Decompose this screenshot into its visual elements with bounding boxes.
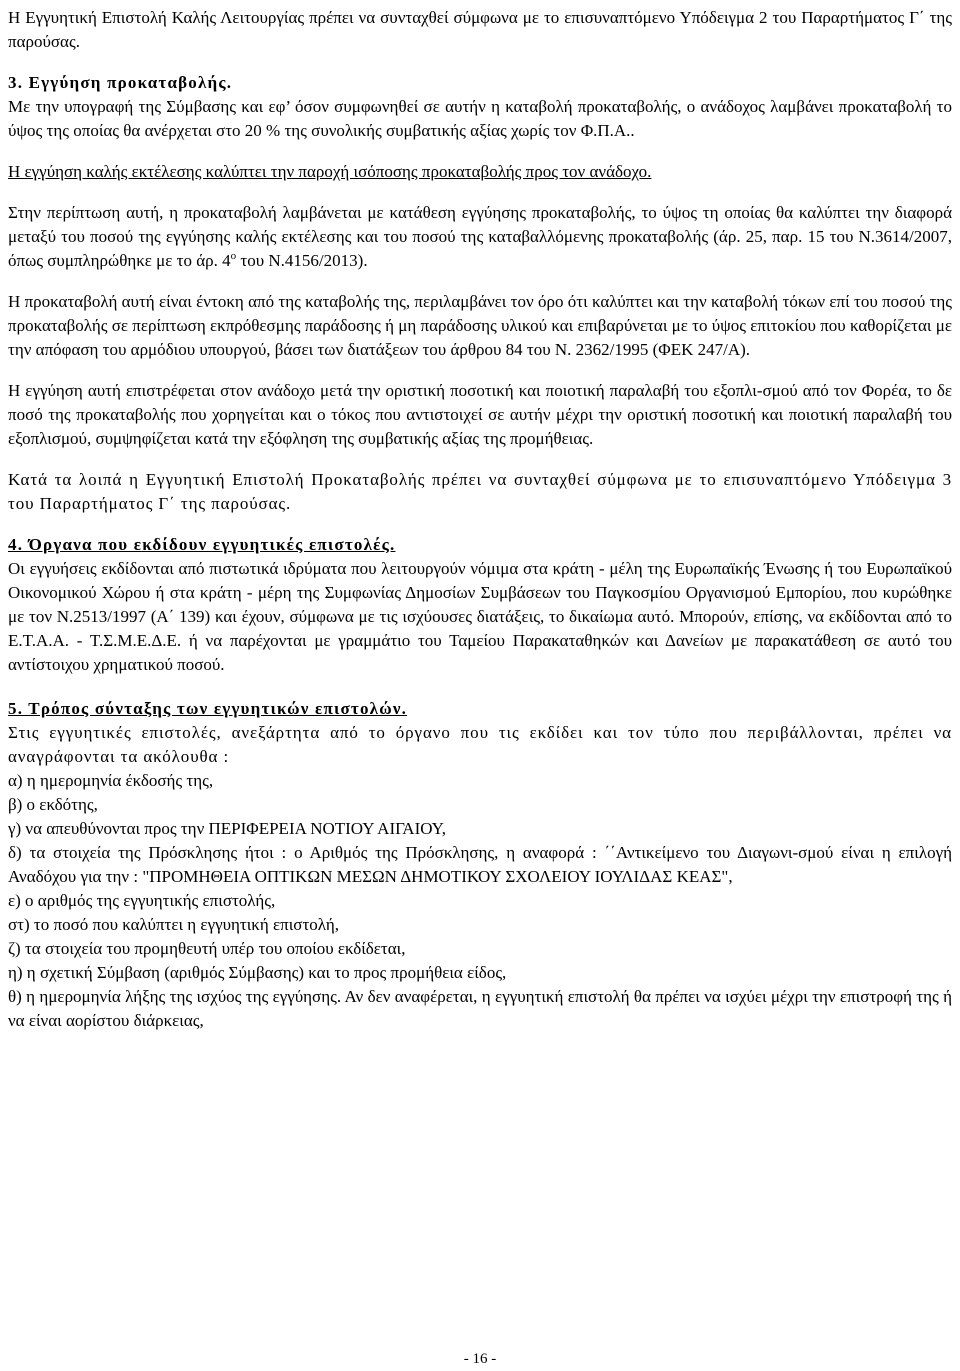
section-4-heading: 4. Όργανα που εκδίδουν εγγυητικές επιστολές. [8, 535, 396, 554]
section-3-paragraph-1: Με την υπογραφή της Σύμβασης και εφ’ όσον συμφωνηθεί σε αυτήν η καταβολή προκαταβολής, ο ανάδοχος λαμβάνει προκαταβολή το ύψος της οποίας θα ανέρχεται στο 20 % της συνολικής συμβατικής αξίας χωρίς τον Φ.Π.Α.. [8, 97, 952, 140]
section-4-paragraph-1: Οι εγγυήσεις εκδίδονται από πιστωτικά ιδρύματα που λειτουργούν νόμιμα στα κράτη - μέλη της Ευρωπαϊκής Ένωσης ή του Ευρωπαϊκού Οικονομικού Χώρου ή στα κράτη - μέρη της Συμφωνίας Δημοσίων Συμβάσεων του Παγκοσμίου Οργανισμού Εμπορίου, που κυρώθηκε με τον Ν.2513/1997 (Α΄ 139) και έχουν, σύμφωνα με τις ισχύουσες διατάξεις, το δικαίωμα αυτό. Μπορούν, επίσης, να εκδίδονται από το Ε.Τ.Α.Α. - Τ.Σ.Μ.Ε.Δ.Ε. ή να παρέχονται με γραμμάτιο του Ταμείου Παρακαταθηκών και Δανείων με παρακατάθεση σε αυτό του αντίστοιχου χρηματικού ποσού. [8, 559, 952, 674]
section-3-heading: 3. Εγγύηση προκαταβολής. [8, 73, 233, 92]
list-item: ζ) τα στοιχεία του προμηθευτή υπέρ του οποίου εκδίδεται, [8, 939, 406, 958]
section-5-heading: 5. Τρόπος σύνταξης των εγγυητικών επιστολών. [8, 699, 408, 718]
superscript-o: ο [230, 250, 237, 262]
list-item: β) ο εκδότης, [8, 795, 98, 814]
list-item: α) η ημερομηνία έκδοσής της, [8, 771, 214, 790]
list-item: ε) ο αριθμός της εγγυητικής επιστολής, [8, 891, 276, 910]
list-item: δ) τα στοιχεία της Πρόσκλησης ήτοι : ο Αριθμός της Πρόσκλησης, η αναφορά : ΄΄Αντικείμενο του Διαγωνι-σμού είναι η επιλογή Αναδόχου για την : "ΠΡΟΜΗΘΕΙΑ ΟΠΤΙΚΩΝ ΜΕΣΩΝ ΔΗΜΟΤΙΚΟΥ ΣΧΟΛΕΙΟΥ ΙΟΥΛΙΔΑΣ ΚΕΑΣ", [8, 843, 952, 886]
requirements-list [8, 769, 952, 1033]
list-item: στ) το ποσό που καλύπτει η εγγυητική επιστολή, [8, 915, 340, 934]
page-number: - 16 - [463, 1351, 497, 1367]
list-item: γ) να απευθύνονται προς την ΠΕΡΙΦΕΡΕΙΑ ΝΟΤΙΟΥ ΑΙΓΑΙΟΥ, [8, 819, 447, 838]
list-item: η) η σχετική Σύμβαση (αριθμός Σύμβασης) και το προς προμήθεια είδος, [8, 963, 507, 982]
section-5-paragraph-1: Στις εγγυητικές επιστολές, ανεξάρτητα από το όργανο που τις εκδίδει και τον τύπο που περιβάλλονται, πρέπει να αναγράφονται τα ακόλουθα : [8, 723, 952, 766]
section-3-paragraph-3 [8, 201, 952, 273]
section-3-paragraph-5: Η εγγύηση αυτή επιστρέφεται στον ανάδοχο μετά την οριστική ποσοτική και ποιοτική παραλαβή του εξοπλι-σμού από τον Φορέα, το δε ποσό της προκαταβολής που χορηγείται και ο τόκος που αντιστοιχεί σε αυτήν μέχρι την οριστική ποσοτική και ποιοτική παραλαβή του εξοπλισμού, συμψηφίζεται κατά την εξόφληση της συμβατικής αξίας της προμήθειας. [8, 381, 952, 448]
section-3-paragraph-6: Κατά τα λοιπά η Εγγυητική Επιστολή Προκαταβολής πρέπει να συνταχθεί σύμφωνα με το επισυναπτόμενο Υπόδειγμα 3 του Παραρτήματος Γ΄ της παρούσας. [8, 470, 952, 513]
intro-paragraph: Η Εγγυητική Επιστολή Καλής Λειτουργίας πρέπει να συνταχθεί σύμφωνα με το επισυναπτόμενο Υπόδειγμα 2 του Παραρτήματος Γ΄ της παρούσας. [8, 8, 952, 51]
section-3-paragraph-3-end: του Ν.4156/2013). [236, 251, 368, 270]
list-item: θ) η ημερομηνία λήξης της ισχύος της εγγύησης. Αν δεν αναφέρεται, η εγγυητική επιστολή θα πρέπει να ισχύει μέχρι την επιστροφή της ή να είναι αορίστου διάρκειας, [8, 987, 952, 1030]
section-3-paragraph-3-text: Στην περίπτωση αυτή, η προκαταβολή λαμβάνεται με κατάθεση εγγύησης προκαταβολής, το ύψος τη οποίας θα καλύπτει την διαφορά μεταξύ του ποσού της εγγύησης καλής εκτέλεσης και του ποσού της καταβαλλόμενης προκαταβολής (άρ. 25, παρ. 15 του Ν.3614/2007, όπως συμπληρώθηκε με το άρ. 4 [8, 203, 952, 270]
section-3-paragraph-4: Η προκαταβολή αυτή είναι έντοκη από της καταβολής της, περιλαμβάνει τον όρο ότι καλύπτει και την καταβολή τόκων επί του ποσού της προκαταβολής σε περίπτωση εκπρόθεσμης παράδοσης ή μη παράδοσης υλικού και επιβαρύνεται με το ύψος επιτοκίου που καθορίζεται με την απόφαση του αρμόδιου υπουργού, βάσει των διατάξεων του άρθρου 84 του Ν. 2362/1995 (ΦΕΚ 247/Α). [8, 292, 952, 359]
section-3-paragraph-2: Η εγγύηση καλής εκτέλεσης καλύπτει την παροχή ισόποσης προκαταβολής προς τον ανάδοχο. [8, 162, 652, 181]
